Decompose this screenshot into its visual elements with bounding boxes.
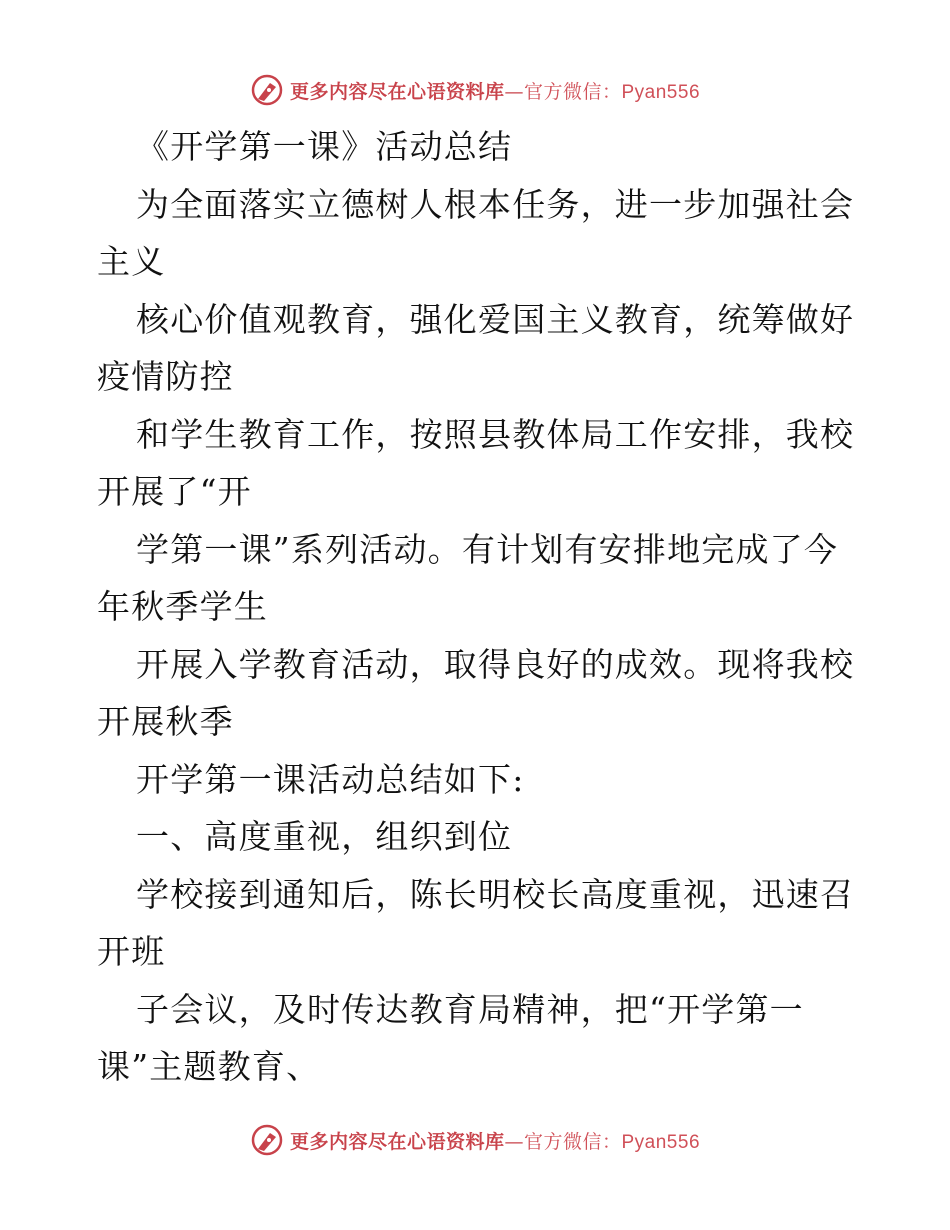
- paragraph-line: 子会议，及时传达教育局精神，把“开学第一: [136, 989, 804, 1029]
- footer-banner-wechat-id: Pyan556: [621, 1131, 701, 1153]
- footer-banner-dash: —: [504, 1130, 524, 1153]
- paragraph-line: 年秋季学生: [97, 587, 268, 626]
- header-banner-main: 更多内容尽在心语资料库: [289, 80, 505, 103]
- paragraph-line: 开展了“开: [97, 472, 252, 511]
- footer-banner-text: [290, 1127, 700, 1154]
- paragraph-line: 学校接到通知后，陈长明校长高度重视，迅速召: [136, 874, 855, 914]
- section-heading: 一、高度重视，组织到位: [136, 817, 513, 856]
- paragraph-line: 开班: [97, 932, 166, 971]
- paragraph-line: 开展入学教育活动，取得良好的成效。现将我校: [136, 644, 855, 684]
- header-banner-wechat-id: Pyan556: [621, 81, 701, 103]
- paragraph-line: 核心价值观教育，强化爱国主义教育，统筹做好: [136, 299, 855, 339]
- paragraph-line: 开展秋季: [97, 702, 234, 741]
- document-title: 《开学第一课》活动总结: [136, 127, 513, 166]
- paragraph-line: 学第一课”系列活动。有计划有安排地完成了今: [136, 529, 839, 569]
- header-banner-side: 官方微信：: [523, 80, 622, 103]
- paragraph-line: 开学第一课活动总结如下:: [136, 759, 525, 799]
- footer-banner-side: 官方微信：: [523, 1130, 622, 1153]
- pen-nib-logo-icon: [250, 1123, 284, 1157]
- document-body: [97, 118, 877, 1096]
- paragraph-line: 为全面落实立德树人根本任务，进一步加强社会: [136, 184, 855, 224]
- header-banner-dash: —: [504, 80, 524, 103]
- footer-banner-main: 更多内容尽在心语资料库: [289, 1130, 505, 1153]
- paragraph-line: 疫情防控: [97, 357, 234, 396]
- footer-watermark-banner: [0, 1120, 950, 1160]
- paragraph-line: 和学生教育工作，按照县教体局工作安排，我校: [136, 414, 855, 454]
- header-watermark-banner: [0, 70, 950, 110]
- paragraph-line: 主义: [97, 242, 166, 281]
- header-banner-text: [290, 77, 700, 104]
- paragraph-line: 课”主题教育、: [97, 1047, 321, 1086]
- pen-nib-logo-icon: [250, 73, 284, 107]
